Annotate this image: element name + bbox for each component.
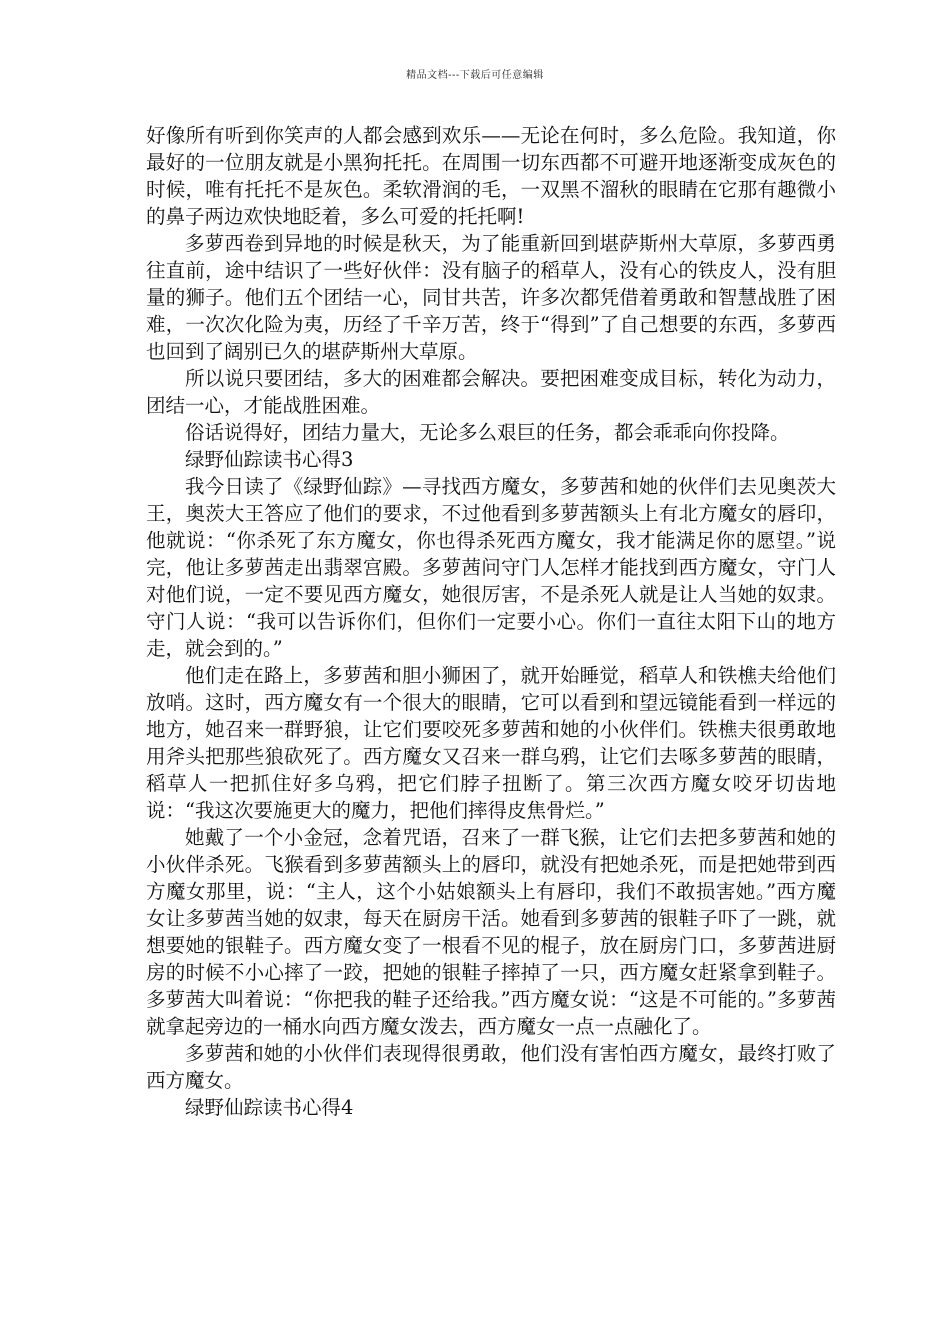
paragraph: 多萝西卷到异地的时候是秋天，为了能重新回到堪萨斯州大草原，多萝西勇往直前，途中结识了一些好伙伴：没有脑子的稻草人，没有心的铁皮人，没有胆量的狮子。他们五个团结一心，同甘共苦，许多次都凭借着勇敢和智慧战胜了困难，一次次化险为夷，历经了千辛万苦，终于“得到”了自己想要的东西，多萝西也回到了阔别已久的堪萨斯州大草原。 xyxy=(146,232,836,363)
paragraph: 所以说只要团结，多大的困难都会解决。要把困难变成目标，转化为动力，团结一心，才能战胜困难。 xyxy=(146,367,836,417)
section-heading: 绿野仙踪读书心得4 xyxy=(185,1096,354,1119)
paragraph-continuation: 好像所有听到你笑声的人都会感到欢乐——无论在何时，多么危险。我知道，你最好的一位朋友就是小黑狗托托。在周围一切东西都不可避开地逐渐变成灰色的时候，唯有托托不是灰色。柔软滑润的毛，一双黑不溜秋的眼睛在它那有趣微小的鼻子两边欢快地眨着，多么可爱的托托啊! xyxy=(146,124,836,228)
section-heading: 绿野仙踪读书心得3 xyxy=(185,448,354,471)
page-header: 精品文档---下载后可任意编辑 xyxy=(406,70,544,81)
paragraph: 我今日读了《绿野仙踪》—寻找西方魔女，多萝茜和她的伙伴们去见奥茨大王，奥茨大王答应了他们的要求，不过他看到多萝茜额头上有北方魔女的唇印，他就说：“你杀死了东方魔女，你也得杀死西方魔女，我才能满足你的愿望。”说完，他让多萝茜走出翡翠宫殿。多萝茜问守门人怎样才能找到西方魔女，守门人对他们说，一定不要见西方魔女，她很厉害，不是杀死人就是让人当她的奴隶。守门人说：“我可以告诉你们，但你们一定要小心。你们一直往太阳下山的地方走，就会到的。” xyxy=(146,475,836,660)
paragraph: 多萝茜和她的小伙伴们表现得很勇敢，他们没有害怕西方魔女，最终打败了西方魔女。 xyxy=(146,1042,836,1092)
paragraph: 他们走在路上，多萝茜和胆小狮困了，就开始睡觉，稻草人和铁樵夫给他们放哨。这时，西方魔女有一个很大的眼睛，它可以看到和望远镜能看到一样远的地方，她召来一群野狼，让它们要咬死多萝茜和她的小伙伴们。铁樵夫很勇敢地用斧头把那些狼砍死了。西方魔女又召来一群乌鸦，让它们去啄多萝茜的眼睛，稻草人一把抓住好多乌鸦，把它们脖子扭断了。第三次西方魔女咬牙切齿地说：“我这次要施更大的魔力，把他们摔得皮焦骨烂。” xyxy=(146,664,836,822)
document-body xyxy=(146,122,836,1121)
paragraph: 俗话说得好，团结力量大，无论多么艰巨的任务，都会乖乖向你投降。 xyxy=(185,421,790,444)
paragraph: 她戴了一个小金冠，念着咒语，召来了一群飞猴，让它们去把多萝茜和她的小伙伴杀死。飞猴看到多萝茜额头上的唇印，就没有把她杀死，而是把她带到西方魔女那里，说：“主人，这个小姑娘额头上有唇印，我们不敢损害她。”西方魔女让多萝茜当她的奴隶，每天在厨房干活。她看到多萝茜的银鞋子吓了一跳，就想要她的银鞋子。西方魔女变了一根看不见的棍子，放在厨房门口，多萝茜进厨房的时候不小心摔了一跤，把她的银鞋子摔掉了一只，西方魔女赶紧拿到鞋子。多萝茜大叫着说：“你把我的鞋子还给我。”西方魔女说：“这是不可能的。”多萝茜就拿起旁边的一桶水向西方魔女泼去，西方魔女一点一点融化了。 xyxy=(146,826,836,1038)
